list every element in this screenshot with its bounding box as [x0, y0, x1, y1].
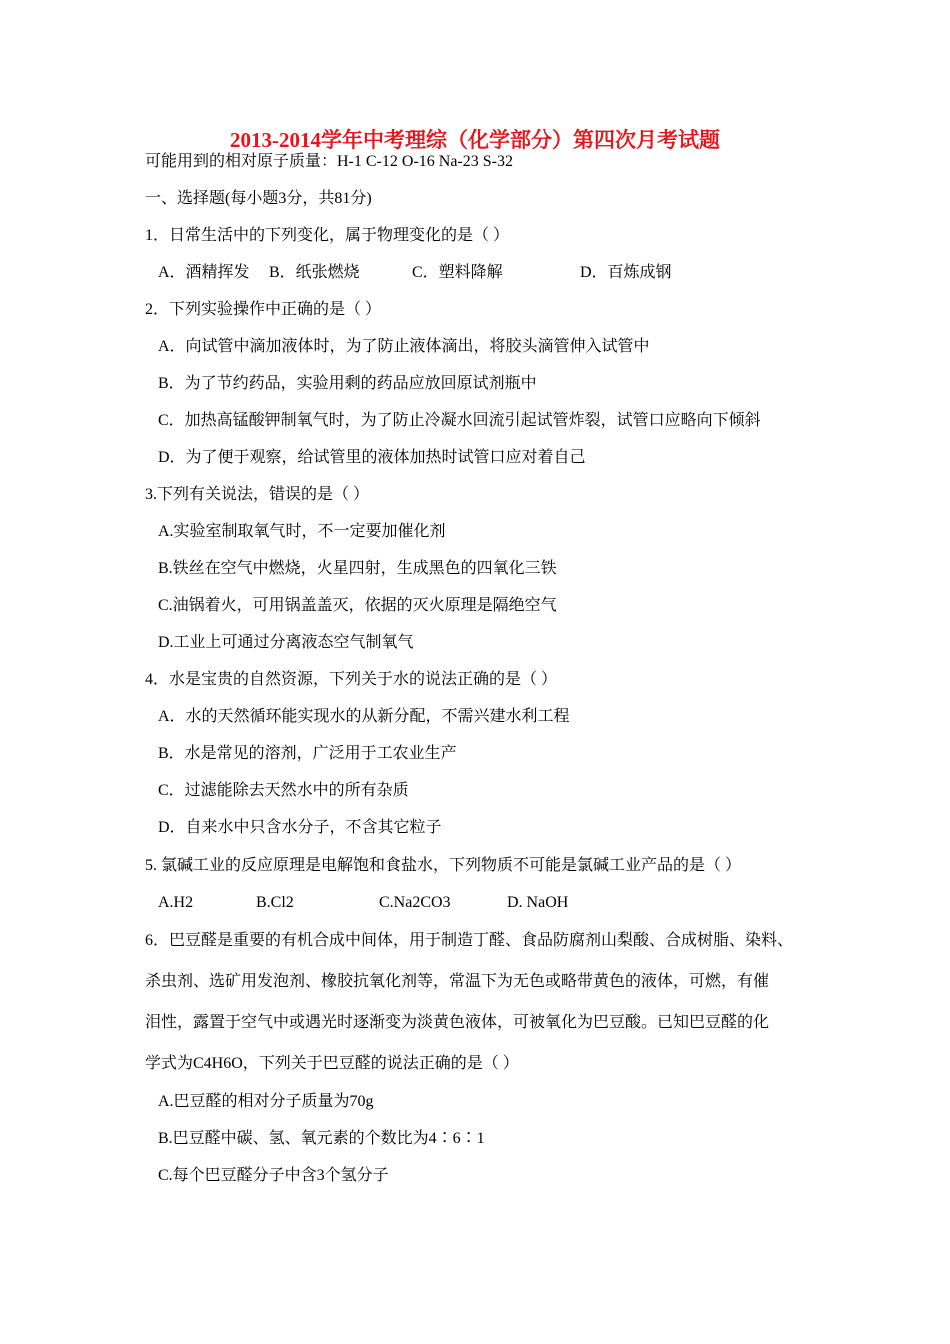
exam-title: 2013-2014学年中考理综（化学部分）第四次月考试题: [230, 128, 720, 152]
question-4-option-a: A．水的天然循环能实现水的从新分配，不需兴建水利工程: [158, 708, 570, 725]
question-5-stem: 5. 氯碱工业的反应原理是电解饱和食盐水，下列物质不可能是氯碱工业产品的是（ ）: [145, 857, 742, 874]
question-2-option-d: D．为了便于观察，给试管里的液体加热时试管口应对着自己: [158, 449, 586, 466]
question-3-option-a: A.实验室制取氧气时，不一定要加催化剂: [158, 523, 446, 540]
question-2-stem: 2．下列实验操作中正确的是（ ）: [145, 301, 382, 318]
question-3-option-c: C.油锅着火，可用锅盖盖灭，依据的灭火原理是隔绝空气: [158, 597, 557, 614]
section-heading: 一、选择题(每小题3分，共81分): [145, 190, 372, 207]
atomic-mass-note: 可能用到的相对原子质量：H-1 C-12 O-16 Na-23 S-32: [145, 153, 513, 170]
option-b: B.Cl2: [256, 894, 294, 911]
question-2-option-c: C．加热高锰酸钾制氧气时，为了防止冷凝水回流引起试管炸裂，试管口应略向下倾斜: [158, 412, 761, 429]
question-6-option-c: C.每个巴豆醛分子中含3个氢分子: [158, 1167, 389, 1184]
option-b: B．纸张燃烧: [269, 264, 360, 281]
question-6-option-a: A.巴豆醛的相对分子质量为70g: [158, 1093, 374, 1110]
question-6-option-b: B.巴豆醛中碳、氢、氧元素的个数比为4∶6∶1: [158, 1130, 485, 1147]
question-1-stem: 1．日常生活中的下列变化，属于物理变化的是（ ）: [145, 227, 510, 244]
option-c: C.Na2CO3: [379, 894, 451, 911]
option-d: D. NaOH: [507, 894, 569, 911]
question-4-option-c: C．过滤能除去天然水中的所有杂质: [158, 782, 409, 799]
question-5-options: [158, 893, 658, 913]
question-6-stem-line-2: 杀虫剂、选矿用发泡剂、橡胶抗氧化剂等，常温下为无色或略带黄色的液体，可燃，有催: [145, 973, 770, 990]
option-a: A．酒精挥发: [158, 264, 250, 281]
option-d: D．百炼成钢: [580, 264, 672, 281]
question-2-option-b: B．为了节约药品，实验用剩的药品应放回原试剂瓶中: [158, 375, 537, 392]
question-6-stem-line-4: 学式为C4H6O，下列关于巴豆醛的说法正确的是（ ）: [145, 1055, 519, 1072]
question-3-option-b: B.铁丝在空气中燃烧，火星四射，生成黑色的四氧化三铁: [158, 560, 557, 577]
option-a: A.H2: [158, 894, 194, 911]
question-1-options: [158, 263, 718, 283]
question-2-option-a: A．向试管中滴加液体时，为了防止液体滴出，将胶头滴管伸入试管中: [158, 338, 650, 355]
question-6-stem-line-3: 泪性，露置于空气中或遇光时逐渐变为淡黄色液体，可被氧化为巴豆酸。已知巴豆醛的化: [145, 1014, 770, 1031]
question-6-stem-line-1: 6．巴豆醛是重要的有机合成中间体，用于制造丁醛、食品防腐剂山梨酸、合成树脂、染料、: [145, 932, 794, 949]
question-4-option-d: D．自来水中只含水分子，不含其它粒子: [158, 819, 442, 836]
option-c: C．塑料降解: [412, 264, 503, 281]
question-4-option-b: B．水是常见的溶剂，广泛用于工农业生产: [158, 745, 457, 762]
question-3-stem: 3.下列有关说法，错误的是（ ）: [145, 486, 370, 503]
question-4-stem: 4．水是宝贵的自然资源，下列关于水的说法正确的是（ ）: [145, 671, 558, 688]
question-3-option-d: D.工业上可通过分离液态空气制氧气: [158, 634, 414, 651]
